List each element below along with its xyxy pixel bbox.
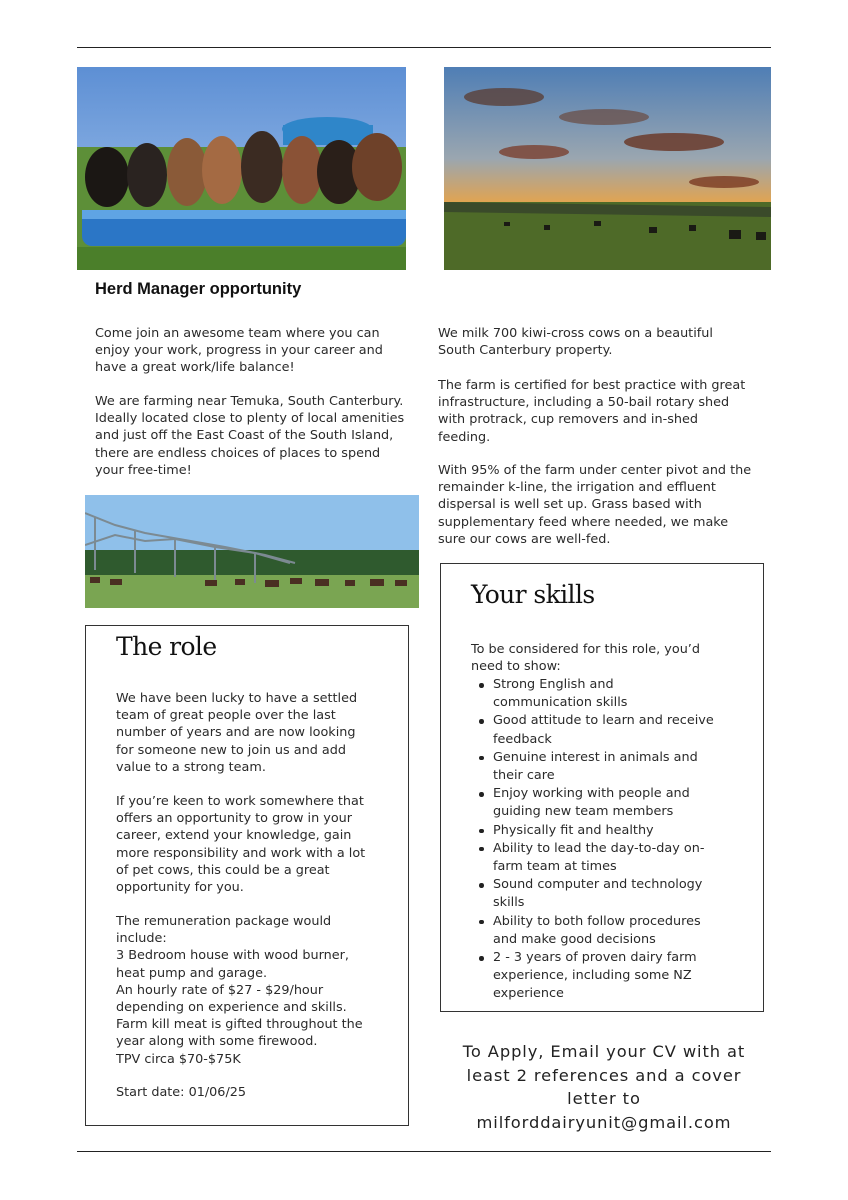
skills-list-item: Strong English and communication skills — [472, 676, 762, 712]
cows-trough-photo — [77, 67, 406, 270]
bottom-rule — [77, 1151, 771, 1152]
skills-title: Your skills — [471, 580, 595, 609]
skills-list-item: Enjoy working with people and guiding new team members — [472, 785, 762, 821]
skills-list-item: Ability to both follow procedures and make good decisions — [472, 913, 762, 949]
apply-instructions: To Apply, Email your CV with at least 2 references and a cover letter to milforddairyunit@gmail.com — [462, 1042, 746, 1132]
skills-intro: To be considered for this role, you’d need to show: — [471, 642, 700, 675]
skills-list-item: Good attitude to learn and receive feedback — [472, 712, 762, 748]
sunset-paddock-photo — [444, 67, 771, 270]
role-remuneration: The remuneration package would include: 3 Bedroom house with wood burner, heat pump and garage. An hourly rate of $27 - $29/hour depending on experience and skills. Farm kill meat is gifted throughout the year along with some firewood. TPV circa $70-$75K — [116, 914, 363, 1067]
farm-paragraph-1: We milk 700 kiwi-cross cows on a beautiful South Canterbury property. — [438, 326, 713, 359]
role-paragraph-2: If you’re keen to work somewhere that offers an opportunity to grow in your career, extend your knowledge, gain more responsibility and work with a lot of pet cows, this could be a great opportunity for you. — [116, 794, 366, 896]
role-box — [85, 625, 409, 1126]
role-start-date: Start date: 01/06/25 — [116, 1085, 247, 1100]
skills-list-item: Physically fit and healthy — [472, 822, 762, 840]
skills-list — [472, 676, 762, 1004]
skills-list-item: Ability to lead the day-to-day on- farm team at times — [472, 840, 762, 876]
farm-paragraph-2: The farm is certified for best practice with great infrastructure, including a 50-bail rotary shed with protrack, cup removers and in-shed feeding. — [438, 378, 746, 445]
skills-list-item: 2 - 3 years of proven dairy farm experience, including some NZ experience — [472, 949, 762, 1004]
skills-box — [440, 563, 764, 1012]
skills-list-item: Genuine interest in animals and their care — [472, 749, 762, 785]
role-title: The role — [116, 632, 217, 661]
skills-list-item: Sound computer and technology skills — [472, 876, 762, 912]
top-rule — [77, 47, 771, 48]
intro-paragraph-1: Come join an awesome team where you can enjoy your work, progress in your career and have a great work/life balance! — [95, 326, 383, 376]
job-title: Herd Manager opportunity — [95, 280, 302, 298]
irrigator-photo — [85, 495, 419, 608]
intro-paragraph-2: We are farming near Temuka, South Canterbury. Ideally located close to plenty of local amenities and just off the East Coast of the South Island, there are endless choices of places to spend your free-time! — [95, 394, 405, 478]
farm-paragraph-3: With 95% of the farm under center pivot and the remainder k-line, the irrigation and effluent dispersal is well set up. Grass based with supplementary feed where needed, we make sure our cows are well-fed. — [438, 463, 752, 547]
role-paragraph-1: We have been lucky to have a settled team of great people over the last number of years and are now looking for someone new to join us and add value to a strong team. — [116, 691, 358, 775]
